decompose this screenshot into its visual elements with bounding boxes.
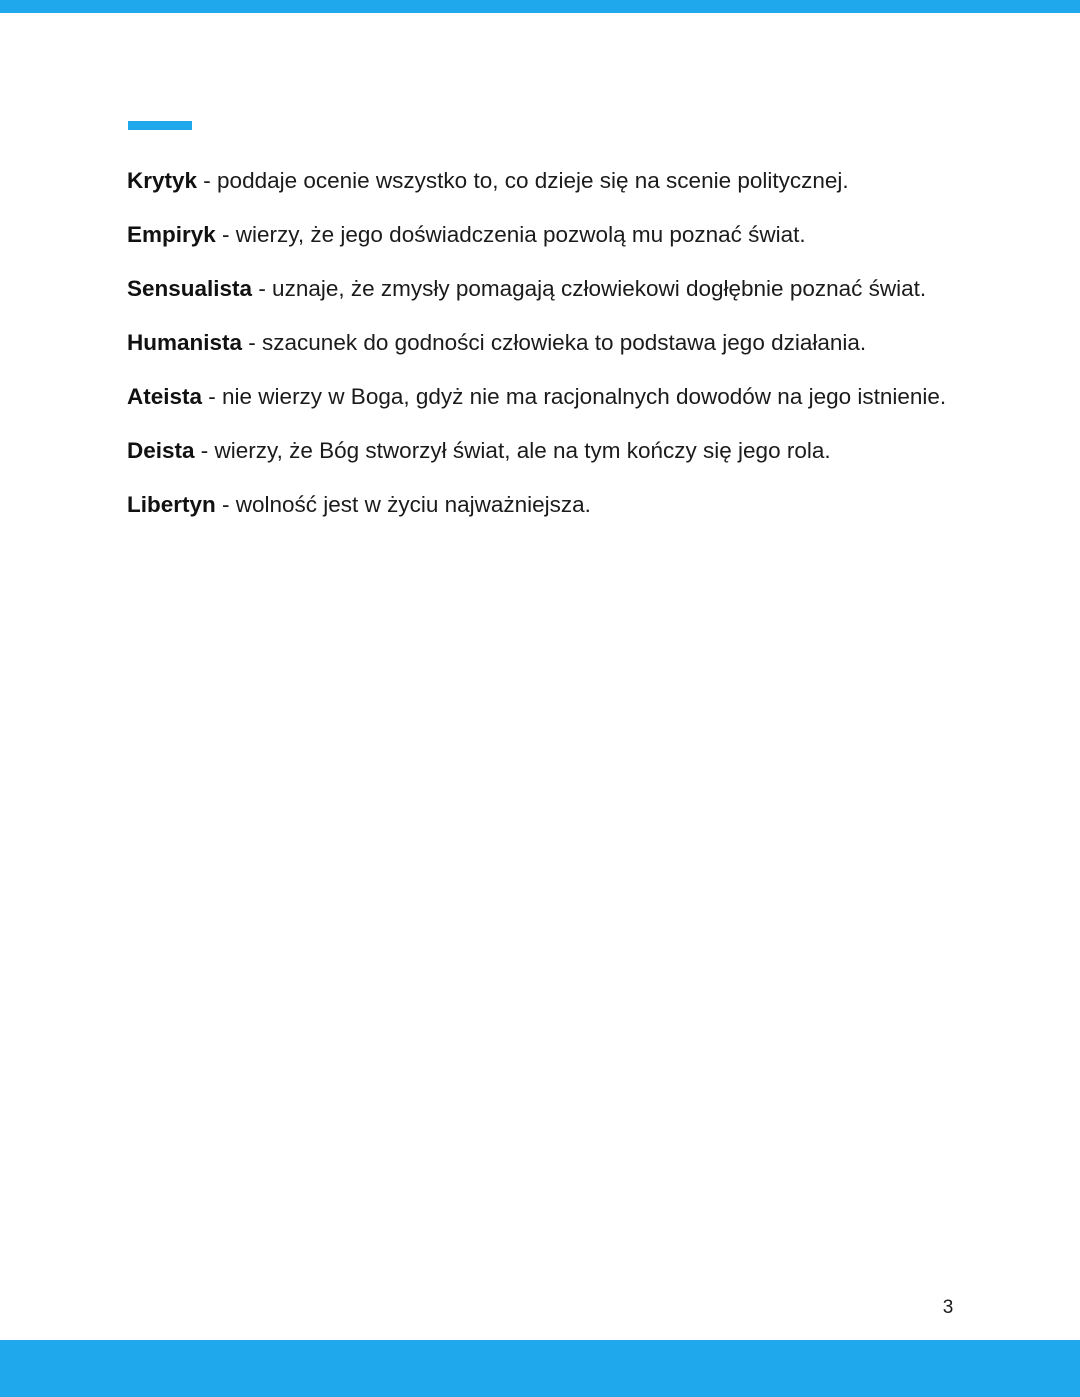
definition-text: - uznaje, że zmysły pomagają człowiekowi dogłębnie poznać świat. [252, 276, 927, 301]
top-accent-bar [0, 0, 1080, 13]
definition-term: Empiryk [127, 222, 216, 247]
bottom-accent-bar [0, 1340, 1080, 1397]
definition-text: - nie wierzy w Boga, gdyż nie ma racjonalnych dowodów na jego istnienie. [202, 384, 947, 409]
definition-entry [127, 163, 947, 199]
definition-text: - szacunek do godności człowieka to podstawa jego działania. [242, 330, 867, 355]
definition-text: - wierzy, że Bóg stworzył świat, ale na tym kończy się jego rola. [194, 438, 831, 463]
page-number: 3 [942, 1297, 954, 1318]
definitions-list [127, 163, 947, 541]
definition-text: - wolność jest w życiu najważniejsza. [215, 492, 591, 517]
definition-term: Sensualista [127, 276, 253, 301]
definition-term: Libertyn [127, 492, 216, 517]
definition-entry [127, 271, 947, 307]
section-accent-dash [128, 121, 192, 130]
definition-term: Humanista [127, 330, 243, 355]
definition-text: - poddaje ocenie wszystko to, co dzieje się na scenie politycznej. [197, 168, 849, 193]
definition-text: - wierzy, że jego doświadczenia pozwolą mu poznać świat. [215, 222, 806, 247]
definition-entry [127, 217, 947, 253]
definition-term: Krytyk [127, 168, 198, 193]
definition-entry [127, 379, 947, 415]
definition-entry [127, 325, 947, 361]
definition-entry [127, 487, 947, 523]
definition-term: Deista [127, 438, 195, 463]
definition-entry [127, 433, 947, 469]
definition-term: Ateista [127, 384, 203, 409]
